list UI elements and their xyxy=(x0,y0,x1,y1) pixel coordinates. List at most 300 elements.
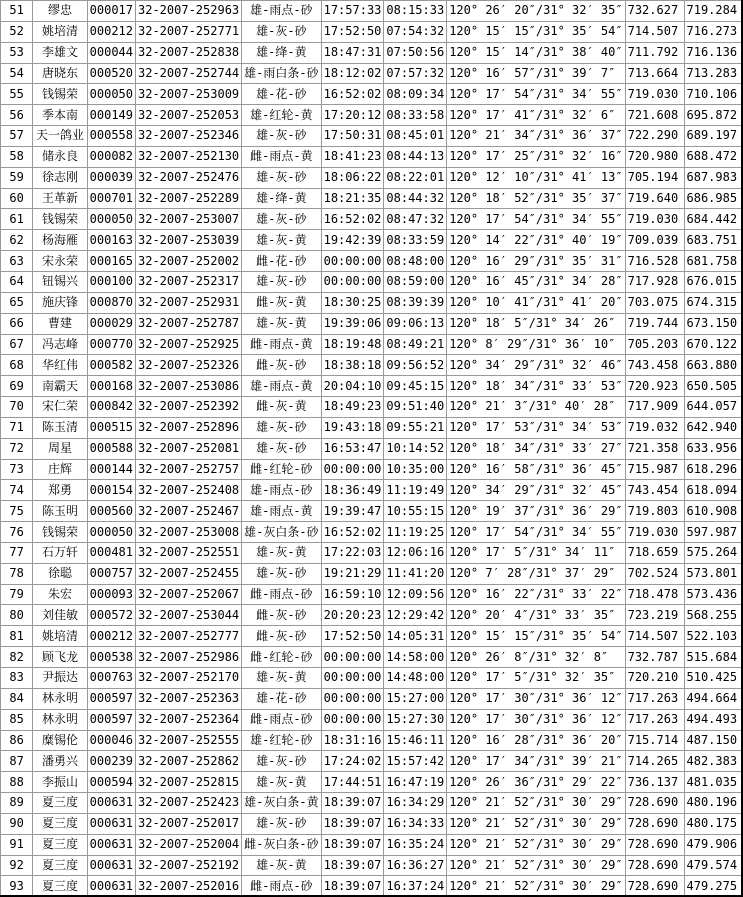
bird-desc-cell: 雌-雨点-黄 xyxy=(242,334,321,355)
basket-time-cell: 17:57:33 xyxy=(321,1,384,22)
bird-desc-cell: 雌-雨点-砂 xyxy=(242,584,321,605)
name-cell: 王革新 xyxy=(33,188,87,209)
speed-cell: 573.436 xyxy=(684,584,743,605)
name-cell: 唐晓东 xyxy=(33,63,87,84)
name-cell: 冯志峰 xyxy=(33,334,87,355)
basket-time-cell: 17:20:12 xyxy=(321,105,384,126)
arrival-time-cell: 10:35:00 xyxy=(384,459,447,480)
name-cell: 宋永荣 xyxy=(33,251,87,272)
bird-desc-cell: 雄-雨点-砂 xyxy=(242,1,321,22)
arrival-time-cell: 11:41:20 xyxy=(384,563,447,584)
basket-time-cell: 17:24:02 xyxy=(321,751,384,772)
arrival-time-cell: 08:09:34 xyxy=(384,84,447,105)
member-id-cell: 000044 xyxy=(87,42,135,63)
name-cell: 李雄文 xyxy=(33,42,87,63)
table-row xyxy=(1,876,743,897)
arrival-time-cell: 07:50:56 xyxy=(384,42,447,63)
ring-number-cell: 32-2007-252192 xyxy=(136,855,242,876)
member-id-cell: 000212 xyxy=(87,21,135,42)
coordinates-cell: 120° 26′ 36″/31° 29′ 22″ xyxy=(447,772,625,793)
rank-cell: 84 xyxy=(1,688,33,709)
member-id-cell: 000597 xyxy=(87,709,135,730)
member-id-cell: 000481 xyxy=(87,542,135,563)
ring-number-cell: 32-2007-253039 xyxy=(136,230,242,251)
arrival-time-cell: 08:45:01 xyxy=(384,126,447,147)
ring-number-cell: 32-2007-252408 xyxy=(136,480,242,501)
coordinates-cell: 120° 15′ 15″/31° 35′ 54″ xyxy=(447,626,625,647)
table-row xyxy=(1,626,743,647)
arrival-time-cell: 15:27:30 xyxy=(384,709,447,730)
basket-time-cell: 19:39:06 xyxy=(321,313,384,334)
name-cell: 徐聪 xyxy=(33,563,87,584)
arrival-time-cell: 10:14:52 xyxy=(384,438,447,459)
name-cell: 宋仁荣 xyxy=(33,397,87,418)
rank-cell: 57 xyxy=(1,126,33,147)
arrival-time-cell: 16:35:24 xyxy=(384,834,447,855)
speed-cell: 494.493 xyxy=(684,709,743,730)
table-row xyxy=(1,542,743,563)
ring-number-cell: 32-2007-252017 xyxy=(136,813,242,834)
name-cell: 糜锡伦 xyxy=(33,730,87,751)
member-id-cell: 000538 xyxy=(87,647,135,668)
distance-cell: 717.263 xyxy=(625,688,684,709)
name-cell: 陈玉明 xyxy=(33,501,87,522)
arrival-time-cell: 14:05:31 xyxy=(384,626,447,647)
member-id-cell: 000870 xyxy=(87,292,135,313)
ring-number-cell: 32-2007-252476 xyxy=(136,167,242,188)
basket-time-cell: 16:52:02 xyxy=(321,209,384,230)
coordinates-cell: 120° 17′ 34″/31° 39′ 21″ xyxy=(447,751,625,772)
member-id-cell: 000100 xyxy=(87,271,135,292)
member-id-cell: 000149 xyxy=(87,105,135,126)
distance-cell: 721.608 xyxy=(625,105,684,126)
table-body xyxy=(1,1,743,897)
coordinates-cell: 120° 21′ 52″/31° 30′ 29″ xyxy=(447,834,625,855)
rank-cell: 52 xyxy=(1,21,33,42)
basket-time-cell: 18:39:07 xyxy=(321,855,384,876)
basket-time-cell: 00:00:00 xyxy=(321,271,384,292)
basket-time-cell: 19:43:18 xyxy=(321,417,384,438)
member-id-cell: 000520 xyxy=(87,63,135,84)
rank-cell: 90 xyxy=(1,813,33,834)
table-row xyxy=(1,188,743,209)
coordinates-cell: 120° 17′ 41″/31° 32′ 6″ xyxy=(447,105,625,126)
ring-number-cell: 32-2007-252744 xyxy=(136,63,242,84)
speed-cell: 716.136 xyxy=(684,42,743,63)
speed-cell: 673.150 xyxy=(684,313,743,334)
member-id-cell: 000168 xyxy=(87,376,135,397)
name-cell: 顾飞龙 xyxy=(33,647,87,668)
ring-number-cell: 32-2007-252896 xyxy=(136,417,242,438)
basket-time-cell: 00:00:00 xyxy=(321,647,384,668)
member-id-cell: 000082 xyxy=(87,146,135,167)
arrival-time-cell: 08:15:33 xyxy=(384,1,447,22)
rank-cell: 53 xyxy=(1,42,33,63)
speed-cell: 681.758 xyxy=(684,251,743,272)
basket-time-cell: 20:04:10 xyxy=(321,376,384,397)
coordinates-cell: 120° 26′ 20″/31° 32′ 35″ xyxy=(447,1,625,22)
name-cell: 南霸天 xyxy=(33,376,87,397)
distance-cell: 743.458 xyxy=(625,355,684,376)
name-cell: 夏三度 xyxy=(33,876,87,897)
name-cell: 钱锡荣 xyxy=(33,84,87,105)
member-id-cell: 000558 xyxy=(87,126,135,147)
rank-cell: 72 xyxy=(1,438,33,459)
distance-cell: 720.210 xyxy=(625,668,684,689)
speed-cell: 686.985 xyxy=(684,188,743,209)
rank-cell: 75 xyxy=(1,501,33,522)
name-cell: 钱锡荣 xyxy=(33,522,87,543)
distance-cell: 722.290 xyxy=(625,126,684,147)
ring-number-cell: 32-2007-252346 xyxy=(136,126,242,147)
ring-number-cell: 32-2007-252053 xyxy=(136,105,242,126)
distance-cell: 719.744 xyxy=(625,313,684,334)
speed-cell: 676.015 xyxy=(684,271,743,292)
basket-time-cell: 19:39:47 xyxy=(321,501,384,522)
table-row xyxy=(1,501,743,522)
name-cell: 钮锡兴 xyxy=(33,271,87,292)
bird-desc-cell: 雌-雨点-砂 xyxy=(242,876,321,897)
ring-number-cell: 32-2007-253044 xyxy=(136,605,242,626)
basket-time-cell: 17:52:50 xyxy=(321,626,384,647)
speed-cell: 684.442 xyxy=(684,209,743,230)
speed-cell: 663.880 xyxy=(684,355,743,376)
distance-cell: 717.928 xyxy=(625,271,684,292)
name-cell: 尹振达 xyxy=(33,668,87,689)
bird-desc-cell: 雄-灰-砂 xyxy=(242,417,321,438)
bird-desc-cell: 雄-灰白条-砂 xyxy=(242,522,321,543)
rank-cell: 82 xyxy=(1,647,33,668)
member-id-cell: 000093 xyxy=(87,584,135,605)
ring-number-cell: 32-2007-252815 xyxy=(136,772,242,793)
name-cell: 刘佳敏 xyxy=(33,605,87,626)
member-id-cell: 000594 xyxy=(87,772,135,793)
ring-number-cell: 32-2007-253009 xyxy=(136,84,242,105)
coordinates-cell: 120° 17′ 54″/31° 34′ 55″ xyxy=(447,522,625,543)
table-row xyxy=(1,105,743,126)
speed-cell: 650.505 xyxy=(684,376,743,397)
rank-cell: 66 xyxy=(1,313,33,334)
member-id-cell: 000515 xyxy=(87,417,135,438)
bird-desc-cell: 雄-灰-砂 xyxy=(242,813,321,834)
rank-cell: 54 xyxy=(1,63,33,84)
name-cell: 陈玉清 xyxy=(33,417,87,438)
coordinates-cell: 120° 15′ 15″/31° 35′ 54″ xyxy=(447,21,625,42)
rank-cell: 61 xyxy=(1,209,33,230)
ring-number-cell: 32-2007-252016 xyxy=(136,876,242,897)
basket-time-cell: 18:19:48 xyxy=(321,334,384,355)
basket-time-cell: 18:39:07 xyxy=(321,834,384,855)
rank-cell: 58 xyxy=(1,146,33,167)
bird-desc-cell: 雌-灰-砂 xyxy=(242,626,321,647)
bird-desc-cell: 雄-灰-砂 xyxy=(242,167,321,188)
name-cell: 夏三度 xyxy=(33,855,87,876)
coordinates-cell: 120° 34′ 29″/31° 32′ 45″ xyxy=(447,480,625,501)
ring-number-cell: 32-2007-252317 xyxy=(136,271,242,292)
speed-cell: 674.315 xyxy=(684,292,743,313)
arrival-time-cell: 08:59:00 xyxy=(384,271,447,292)
name-cell: 石万轩 xyxy=(33,542,87,563)
bird-desc-cell: 雄-雨白条-砂 xyxy=(242,63,321,84)
table-row xyxy=(1,167,743,188)
name-cell: 夏三度 xyxy=(33,813,87,834)
table-row xyxy=(1,563,743,584)
arrival-time-cell: 08:48:00 xyxy=(384,251,447,272)
name-cell: 庄辉 xyxy=(33,459,87,480)
member-id-cell: 000631 xyxy=(87,793,135,814)
speed-cell: 494.664 xyxy=(684,688,743,709)
distance-cell: 705.194 xyxy=(625,167,684,188)
arrival-time-cell: 10:55:15 xyxy=(384,501,447,522)
distance-cell: 709.039 xyxy=(625,230,684,251)
distance-cell: 719.030 xyxy=(625,209,684,230)
basket-time-cell: 18:30:25 xyxy=(321,292,384,313)
distance-cell: 705.203 xyxy=(625,334,684,355)
table-row xyxy=(1,21,743,42)
coordinates-cell: 120° 16′ 28″/31° 36′ 20″ xyxy=(447,730,625,751)
table-row xyxy=(1,230,743,251)
coordinates-cell: 120° 16′ 22″/31° 33′ 22″ xyxy=(447,584,625,605)
coordinates-cell: 120° 17′ 30″/31° 36′ 12″ xyxy=(447,709,625,730)
speed-cell: 480.196 xyxy=(684,793,743,814)
speed-cell: 482.383 xyxy=(684,751,743,772)
distance-cell: 718.659 xyxy=(625,542,684,563)
ring-number-cell: 32-2007-252555 xyxy=(136,730,242,751)
member-id-cell: 000046 xyxy=(87,730,135,751)
member-id-cell: 000582 xyxy=(87,355,135,376)
arrival-time-cell: 15:27:00 xyxy=(384,688,447,709)
member-id-cell: 000050 xyxy=(87,209,135,230)
basket-time-cell: 00:00:00 xyxy=(321,459,384,480)
rank-cell: 69 xyxy=(1,376,33,397)
arrival-time-cell: 08:49:21 xyxy=(384,334,447,355)
basket-time-cell: 18:49:23 xyxy=(321,397,384,418)
coordinates-cell: 120° 34′ 29″/31° 32′ 46″ xyxy=(447,355,625,376)
speed-cell: 642.940 xyxy=(684,417,743,438)
member-id-cell: 000050 xyxy=(87,522,135,543)
name-cell: 徐志刚 xyxy=(33,167,87,188)
member-id-cell: 000588 xyxy=(87,438,135,459)
distance-cell: 728.690 xyxy=(625,855,684,876)
coordinates-cell: 120° 16′ 57″/31° 39′ 7″ xyxy=(447,63,625,84)
bird-desc-cell: 雄-灰-黄 xyxy=(242,542,321,563)
rank-cell: 85 xyxy=(1,709,33,730)
table-row xyxy=(1,146,743,167)
member-id-cell: 000144 xyxy=(87,459,135,480)
table-row xyxy=(1,376,743,397)
ring-number-cell: 32-2007-252787 xyxy=(136,313,242,334)
rank-cell: 73 xyxy=(1,459,33,480)
ring-number-cell: 32-2007-252002 xyxy=(136,251,242,272)
ring-number-cell: 32-2007-252777 xyxy=(136,626,242,647)
arrival-time-cell: 08:44:32 xyxy=(384,188,447,209)
arrival-time-cell: 07:54:32 xyxy=(384,21,447,42)
arrival-time-cell: 14:48:00 xyxy=(384,668,447,689)
bird-desc-cell: 雄-花-砂 xyxy=(242,84,321,105)
distance-cell: 713.664 xyxy=(625,63,684,84)
member-id-cell: 000212 xyxy=(87,626,135,647)
coordinates-cell: 120° 17′ 25″/31° 32′ 16″ xyxy=(447,146,625,167)
distance-cell: 728.690 xyxy=(625,813,684,834)
coordinates-cell: 120° 18′ 5″/31° 34′ 26″ xyxy=(447,313,625,334)
speed-cell: 618.296 xyxy=(684,459,743,480)
distance-cell: 714.507 xyxy=(625,21,684,42)
bird-desc-cell: 雄-灰-砂 xyxy=(242,563,321,584)
bird-desc-cell: 雄-红轮-黄 xyxy=(242,105,321,126)
member-id-cell: 000842 xyxy=(87,397,135,418)
bird-desc-cell: 雄-红轮-砂 xyxy=(242,730,321,751)
bird-desc-cell: 雄-花-砂 xyxy=(242,688,321,709)
bird-desc-cell: 雄-灰-砂 xyxy=(242,21,321,42)
coordinates-cell: 120° 17′ 53″/31° 34′ 53″ xyxy=(447,417,625,438)
ring-number-cell: 32-2007-252757 xyxy=(136,459,242,480)
coordinates-cell: 120° 8′ 29″/31° 36′ 10″ xyxy=(447,334,625,355)
member-id-cell: 000572 xyxy=(87,605,135,626)
member-id-cell: 000770 xyxy=(87,334,135,355)
basket-time-cell: 18:21:35 xyxy=(321,188,384,209)
basket-time-cell: 20:20:23 xyxy=(321,605,384,626)
ring-number-cell: 32-2007-252931 xyxy=(136,292,242,313)
member-id-cell: 000017 xyxy=(87,1,135,22)
table-row xyxy=(1,584,743,605)
ring-number-cell: 32-2007-252986 xyxy=(136,647,242,668)
speed-cell: 479.906 xyxy=(684,834,743,855)
ring-number-cell: 32-2007-252392 xyxy=(136,397,242,418)
arrival-time-cell: 16:36:27 xyxy=(384,855,447,876)
rank-cell: 65 xyxy=(1,292,33,313)
bird-desc-cell: 雄-灰-砂 xyxy=(242,751,321,772)
basket-time-cell: 18:31:16 xyxy=(321,730,384,751)
table-row xyxy=(1,397,743,418)
arrival-time-cell: 16:34:33 xyxy=(384,813,447,834)
bird-desc-cell: 雌-红轮-砂 xyxy=(242,459,321,480)
coordinates-cell: 120° 16′ 45″/31° 34′ 28″ xyxy=(447,271,625,292)
member-id-cell: 000163 xyxy=(87,230,135,251)
coordinates-cell: 120° 17′ 54″/31° 34′ 55″ xyxy=(447,209,625,230)
ring-number-cell: 32-2007-252925 xyxy=(136,334,242,355)
name-cell: 曹建 xyxy=(33,313,87,334)
bird-desc-cell: 雄-灰-黄 xyxy=(242,855,321,876)
coordinates-cell: 120° 21′ 52″/31° 30′ 29″ xyxy=(447,876,625,897)
ring-number-cell: 32-2007-252423 xyxy=(136,793,242,814)
bird-desc-cell: 雄-灰-黄 xyxy=(242,313,321,334)
name-cell: 天一鸽业 xyxy=(33,126,87,147)
basket-time-cell: 17:50:31 xyxy=(321,126,384,147)
ring-number-cell: 32-2007-252326 xyxy=(136,355,242,376)
basket-time-cell: 18:36:49 xyxy=(321,480,384,501)
name-cell: 姚培清 xyxy=(33,626,87,647)
arrival-time-cell: 16:47:19 xyxy=(384,772,447,793)
ring-number-cell: 32-2007-252364 xyxy=(136,709,242,730)
member-id-cell: 000631 xyxy=(87,834,135,855)
table-row xyxy=(1,42,743,63)
name-cell: 缪忠 xyxy=(33,1,87,22)
arrival-time-cell: 12:09:56 xyxy=(384,584,447,605)
arrival-time-cell: 08:33:58 xyxy=(384,105,447,126)
member-id-cell: 000050 xyxy=(87,84,135,105)
speed-cell: 689.197 xyxy=(684,126,743,147)
speed-cell: 716.273 xyxy=(684,21,743,42)
speed-cell: 479.574 xyxy=(684,855,743,876)
member-id-cell: 000631 xyxy=(87,855,135,876)
bird-desc-cell: 雄-雨点-黄 xyxy=(242,376,321,397)
distance-cell: 728.690 xyxy=(625,793,684,814)
distance-cell: 714.507 xyxy=(625,626,684,647)
bird-desc-cell: 雄-雨点-黄 xyxy=(242,501,321,522)
ring-number-cell: 32-2007-252289 xyxy=(136,188,242,209)
table-row xyxy=(1,688,743,709)
rank-cell: 64 xyxy=(1,271,33,292)
rank-cell: 67 xyxy=(1,334,33,355)
rank-cell: 77 xyxy=(1,542,33,563)
bird-desc-cell: 雄-绛-黄 xyxy=(242,188,321,209)
name-cell: 李振山 xyxy=(33,772,87,793)
member-id-cell: 000631 xyxy=(87,813,135,834)
coordinates-cell: 120° 17′ 5″/31° 34′ 11″ xyxy=(447,542,625,563)
rank-cell: 87 xyxy=(1,751,33,772)
name-cell: 姚培清 xyxy=(33,21,87,42)
speed-cell: 710.106 xyxy=(684,84,743,105)
member-id-cell: 000597 xyxy=(87,688,135,709)
bird-desc-cell: 雌-灰白条-砂 xyxy=(242,834,321,855)
ring-number-cell: 32-2007-252081 xyxy=(136,438,242,459)
coordinates-cell: 120° 18′ 34″/31° 33′ 27″ xyxy=(447,438,625,459)
arrival-time-cell: 07:57:32 xyxy=(384,63,447,84)
rank-cell: 71 xyxy=(1,417,33,438)
coordinates-cell: 120° 21′ 52″/31° 30′ 29″ xyxy=(447,813,625,834)
speed-cell: 688.472 xyxy=(684,146,743,167)
basket-time-cell: 18:41:23 xyxy=(321,146,384,167)
member-id-cell: 000039 xyxy=(87,167,135,188)
bird-desc-cell: 雌-红轮-砂 xyxy=(242,647,321,668)
arrival-time-cell: 08:33:59 xyxy=(384,230,447,251)
table-row xyxy=(1,292,743,313)
distance-cell: 717.909 xyxy=(625,397,684,418)
table-row xyxy=(1,793,743,814)
table-row xyxy=(1,84,743,105)
arrival-time-cell: 11:19:49 xyxy=(384,480,447,501)
basket-time-cell: 19:42:39 xyxy=(321,230,384,251)
table-row xyxy=(1,63,743,84)
name-cell: 华红伟 xyxy=(33,355,87,376)
distance-cell: 703.075 xyxy=(625,292,684,313)
bird-desc-cell: 雌-灰-砂 xyxy=(242,355,321,376)
basket-time-cell: 18:38:18 xyxy=(321,355,384,376)
basket-time-cell: 18:39:07 xyxy=(321,793,384,814)
basket-time-cell: 17:22:03 xyxy=(321,542,384,563)
table-row xyxy=(1,855,743,876)
rank-cell: 76 xyxy=(1,522,33,543)
coordinates-cell: 120° 26′ 8″/31° 32′ 8″ xyxy=(447,647,625,668)
table-row xyxy=(1,522,743,543)
speed-cell: 683.751 xyxy=(684,230,743,251)
coordinates-cell: 120° 16′ 58″/31° 36′ 45″ xyxy=(447,459,625,480)
ring-number-cell: 32-2007-252067 xyxy=(136,584,242,605)
distance-cell: 715.987 xyxy=(625,459,684,480)
arrival-time-cell: 08:47:32 xyxy=(384,209,447,230)
speed-cell: 610.908 xyxy=(684,501,743,522)
speed-cell: 481.035 xyxy=(684,772,743,793)
ring-number-cell: 32-2007-252862 xyxy=(136,751,242,772)
member-id-cell: 000631 xyxy=(87,876,135,897)
table-row xyxy=(1,772,743,793)
rank-cell: 81 xyxy=(1,626,33,647)
coordinates-cell: 120° 17′ 54″/31° 34′ 55″ xyxy=(447,84,625,105)
member-id-cell: 000165 xyxy=(87,251,135,272)
table-row xyxy=(1,126,743,147)
arrival-time-cell: 12:06:16 xyxy=(384,542,447,563)
ring-number-cell: 32-2007-252963 xyxy=(136,1,242,22)
